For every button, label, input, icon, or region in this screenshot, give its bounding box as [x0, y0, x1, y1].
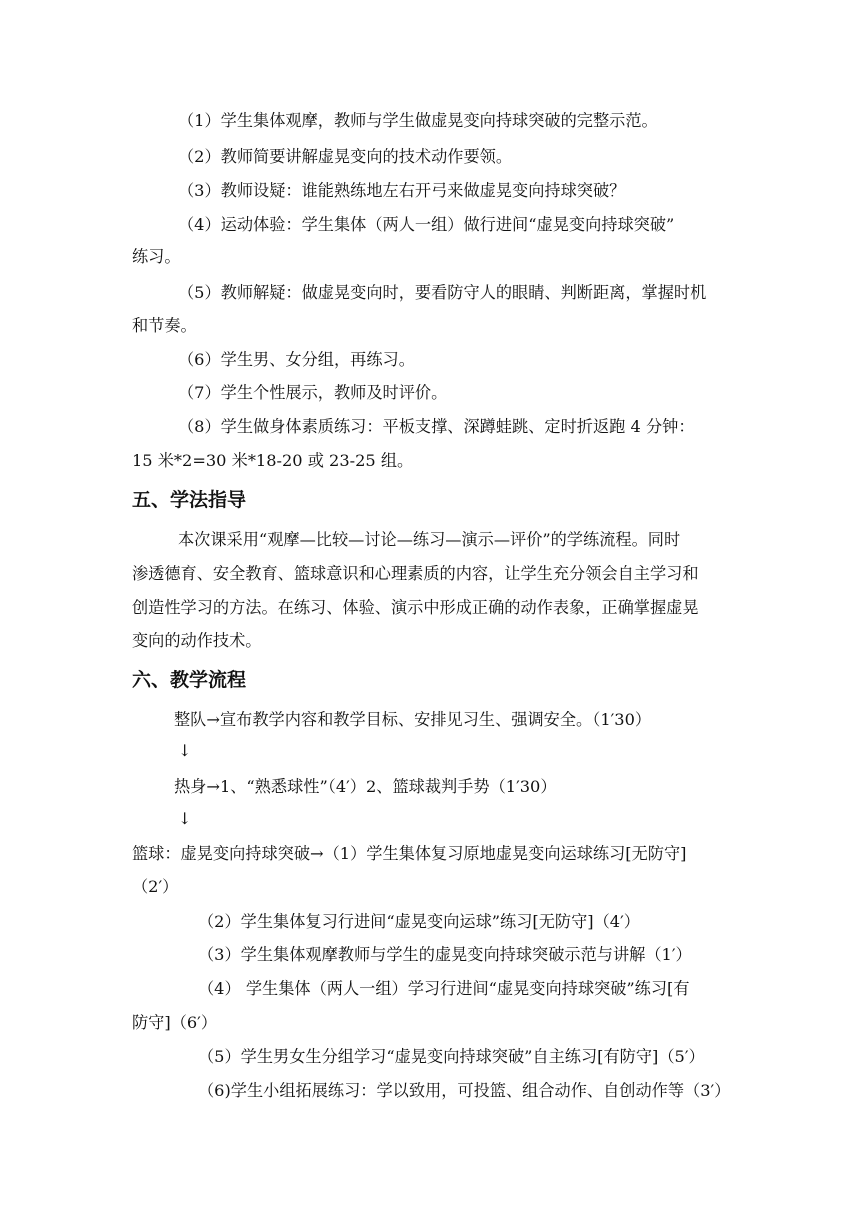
step-4-continued: 练习。	[132, 247, 181, 266]
step-7: （7）学生个性展示，教师及时评价。	[178, 383, 448, 402]
flow-step-basketball-continued: （2′）	[132, 877, 179, 896]
section-5-line-2: 渗透德育、安全教育、篮球意识和心理素质的内容，让学生充分领会自主学习和	[132, 564, 699, 583]
step-4: （4）运动体验：学生集体（两人一组）做行进间“虚晃变向持球突破”	[178, 215, 675, 234]
section-5-line-3: 创造性学习的方法。在练习、体验、演示中形成正确的动作表象，正确掌握虚晃	[132, 598, 699, 617]
step-2: （2）教师简要讲解虚晃变向的技术动作要领。	[178, 147, 513, 166]
down-arrow-icon: ↓	[178, 741, 192, 760]
step-5: （5）教师解疑：做虚晃变向时，要看防守人的眼睛、判断距离，掌握时机	[178, 283, 707, 302]
step-8: （8）学生做身体素质练习：平板支撑、深蹲蛙跳、定时折返跑 4 分钟：	[178, 417, 695, 436]
down-arrow-icon: ↓	[178, 809, 192, 828]
flow-item-5: （5）学生男女生分组学习“虚晃变向持球突破”自主练习[有防守]（5′）	[198, 1047, 705, 1066]
flow-step-warmup: 热身→1、“熟悉球性”（4′）2、篮球裁判手势（1′30）	[174, 777, 557, 796]
step-6: （6）学生男、女分组，再练习。	[178, 350, 415, 369]
flow-item-4: （4） 学生集体（两人一组）学习行进间“虚晃变向持球突破”练习[有	[198, 979, 690, 998]
flow-item-6: （6)学生小组拓展练习：学以致用，可投篮、组合动作、自创动作等（3′）	[198, 1081, 731, 1100]
step-8-continued: 15 米*2=30 米*18-20 或 23-25 组。	[132, 451, 414, 470]
step-1: （1）学生集体观摩，教师与学生做虚晃变向持球突破的完整示范。	[178, 111, 658, 130]
flow-item-3: （3）学生集体观摩教师与学生的虚晃变向持球突破示范与讲解（1′）	[198, 945, 692, 964]
step-3: （3）教师设疑：谁能熟练地左右开弓来做虚晃变向持球突破？	[178, 181, 626, 200]
step-5-continued: 和节奏。	[132, 316, 197, 335]
section-6-heading: 六、教学流程	[132, 669, 247, 691]
flow-step-basketball: 篮球：虚晃变向持球突破→（1）学生集体复习原地虚晃变向运球练习[无防守]	[132, 844, 687, 863]
section-5-line-1: 本次课采用“观摩—比较—讨论—练习—演示—评价”的学练流程。同时	[178, 530, 681, 549]
section-5-heading: 五、学法指导	[132, 489, 247, 511]
flow-item-4-continued: 防守]（6′）	[132, 1013, 218, 1032]
flow-step-assembly: 整队→宣布教学内容和教学目标、安排见习生、强调安全。（1′30）	[174, 710, 652, 729]
section-5-line-4: 变向的动作技术。	[132, 631, 262, 650]
flow-item-2: （2）学生集体复习行进间“虚晃变向运球”练习[无防守]（4′）	[198, 912, 640, 931]
